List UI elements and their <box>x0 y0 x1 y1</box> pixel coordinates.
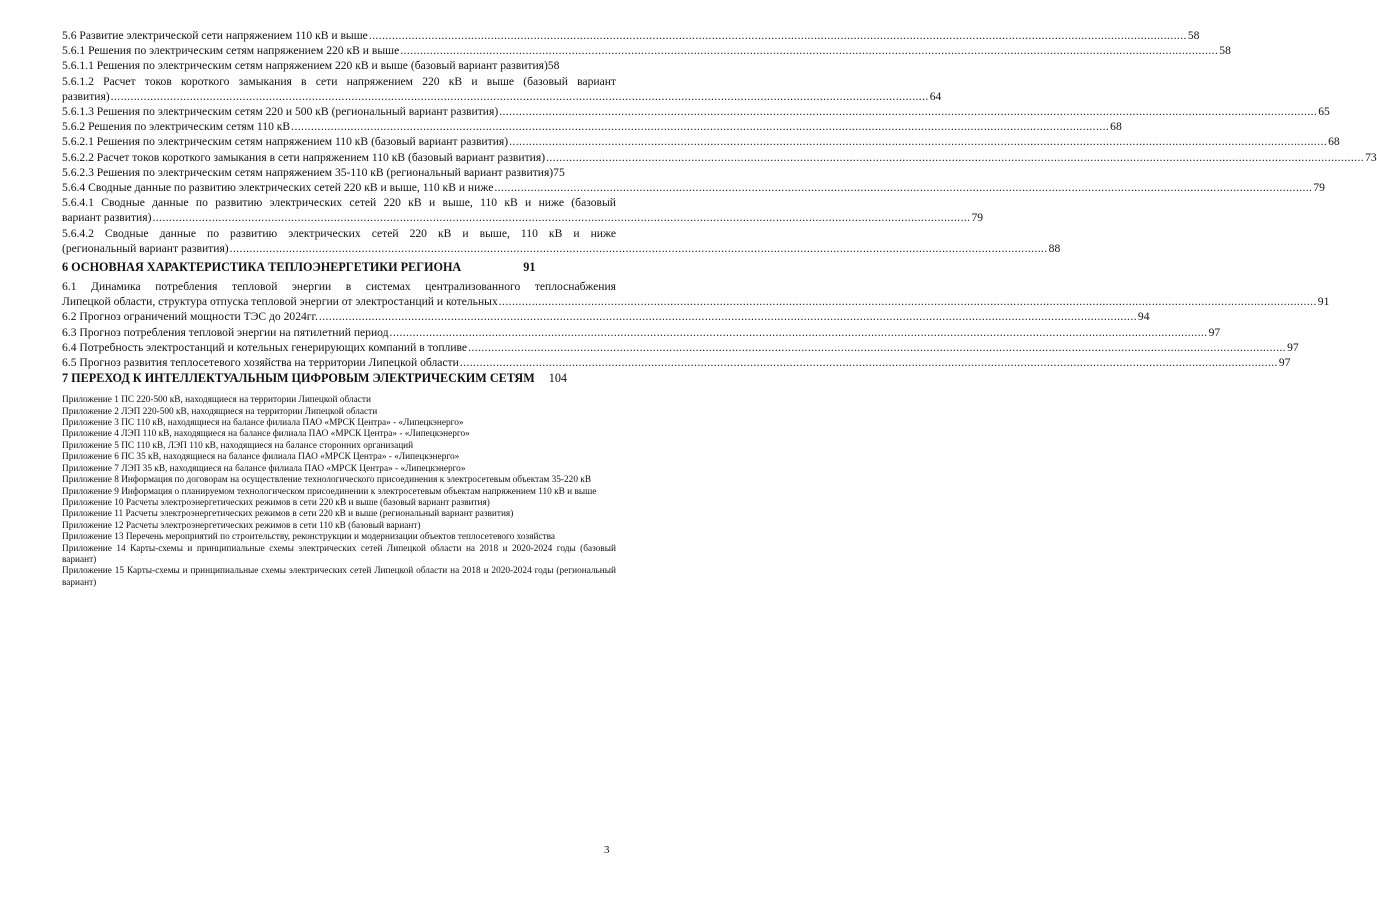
appendix-item[interactable]: Приложение 7 ЛЭП 35 кВ, находящиеся на балансе филиала ПАО «МРСК Центра» - «Липецкэнерго» <box>62 463 466 474</box>
dot-leader <box>400 43 1218 58</box>
toc-entry-page: 64 <box>929 89 942 103</box>
toc-entry-title: 5.6.4 Сводные данные по развитию электрических сетей 220 кВ и выше, 110 кВ и ниже <box>62 181 494 195</box>
toc-entry-page: 58 <box>1219 44 1231 58</box>
toc-entry-page: 88 <box>1048 241 1061 255</box>
toc-entry-title: 5.6.1.1 Решения по электрическим сетям напряжением 220 кВ и выше (базовый вариант развития) <box>62 59 548 73</box>
toc-entry-page: 97 <box>1278 356 1291 370</box>
toc-entry-title-line2: (региональный вариант развития) <box>62 241 229 255</box>
toc-entry[interactable] <box>62 355 1291 370</box>
dot-leader <box>460 355 1278 370</box>
toc-entry-page: 91 <box>1317 295 1330 309</box>
appendix-item[interactable]: Приложение 8 Информация по договорам на осуществление технологического присоединения к электросетевым объектам 35-220 кВ <box>62 475 592 486</box>
heading-title: 7 ПЕРЕХОД К ИНТЕЛЛЕКТУАЛЬНЫМ ЦИФРОВЫМ ЭЛЕКТРИЧЕСКИМ СЕТЯМ <box>62 371 535 386</box>
toc-entry-page: 68 <box>1328 135 1340 149</box>
toc-entry-title: 5.6.1 Решения по электрическим сетям напряжением 220 кВ и выше <box>62 44 400 58</box>
page-number: 3 <box>604 844 610 856</box>
heading-title: 6 ОСНОВНАЯ ХАРАКТЕРИСТИКА ТЕПЛОЭНЕРГЕТИКИ РЕГИОНА <box>62 260 462 275</box>
dot-leader <box>319 309 1137 324</box>
toc-entry-title: 6.3 Прогноз потребления тепловой энергии на пятилетний период <box>62 325 389 339</box>
appendix-item[interactable]: Приложение 3 ПС 110 кВ, находящиеся на балансе филиала ПАО «МРСК Центра» - «Липецкэнерго» <box>62 418 464 429</box>
toc-entry-title-line2: развития) <box>62 89 110 103</box>
toc-entry-page: 79 <box>1313 181 1325 195</box>
toc-entry[interactable] <box>62 279 1330 309</box>
toc-entry-page: 68 <box>1110 120 1122 134</box>
heading-page: 91 <box>523 260 536 275</box>
dot-leader <box>499 294 1317 309</box>
toc-entry[interactable] <box>62 340 1299 355</box>
dot-leader <box>369 28 1187 43</box>
toc-entry-page: 75 <box>553 165 565 179</box>
dot-leader <box>230 241 1048 256</box>
toc-entry-title: 5.6 Развитие электрической сети напряжением 110 кВ и выше <box>62 29 368 42</box>
toc-entry[interactable] <box>62 325 1221 340</box>
dot-leader <box>546 150 1364 165</box>
toc-entry[interactable] <box>62 150 1377 165</box>
toc-entry-page: 79 <box>971 211 984 225</box>
dot-leader <box>111 89 929 104</box>
toc-entry-page: 73 <box>1365 150 1377 164</box>
appendix-item[interactable]: Приложение 15 Карты-схемы и принципиальные схемы электрических сетей Липецкой области на 2018 и 2020-2024 годы (региональный вариант) <box>62 566 616 588</box>
toc-entry[interactable] <box>62 43 1231 58</box>
dot-leader <box>494 180 1312 195</box>
toc-entry-page: 58 <box>547 59 560 73</box>
toc-entry-title-line2: вариант развития) <box>62 211 152 225</box>
appendix-item[interactable]: Приложение 6 ПС 35 кВ, находящиеся на балансе филиала ПАО «МРСК Центра» - «Липецкэнерго» <box>62 452 460 463</box>
dot-leader <box>499 104 1317 119</box>
toc-entry-title: 5.6.1.3 Решения по электрическим сетям 220 и 500 кВ (региональный вариант развития) <box>62 105 499 119</box>
appendix-item[interactable]: Приложение 1 ПС 220-500 кВ, находящиеся на территории Липецкой области <box>62 395 371 406</box>
appendix-item[interactable]: Приложение 9 Информация о планируемом технологическом присоединении к электросетевым объектам напряжением 110 кВ и выше <box>62 486 597 497</box>
toc-entry[interactable] <box>62 119 1122 134</box>
heading-page: 104 <box>548 371 568 386</box>
appendix-item[interactable]: Приложение 14 Карты-схемы и принципиальные схемы электрических сетей Липецкой области на 2018 и 2020-2024 годы (базовый вариант) <box>62 543 616 565</box>
toc-entry-title: 5.6.2.3 Решения по электрическим сетям напряжением 35-110 кВ (региональный вариант развития) <box>62 165 554 179</box>
toc-entry-title-line1: 5.6.4.1 Сводные данные по развитию электрических сетей 220 кВ и выше, 110 кВ и ниже (базовый <box>62 196 616 210</box>
toc-entry[interactable] <box>62 58 616 73</box>
document-page <box>62 28 1377 589</box>
toc-entry-title: 6.4 Потребность электростанций и котельных генерирующих компаний в топливе <box>62 340 468 354</box>
toc-entry[interactable] <box>62 195 984 225</box>
appendix-item[interactable]: Приложение 4 ЛЭП 110 кВ, находящиеся на балансе филиала ПАО «МРСК Центра» - «Липецкэнерго» <box>62 429 470 440</box>
toc-heading-7[interactable] <box>62 371 616 386</box>
appendix-list <box>62 395 616 589</box>
toc-entry[interactable] <box>62 226 1061 256</box>
appendix-item[interactable]: Приложение 10 Расчеты электроэнергетических режимов в сети 220 кВ и выше (базовый вариант развития) <box>62 497 490 508</box>
toc-section-5 <box>62 28 1377 256</box>
dot-leader <box>390 325 1208 340</box>
toc-entry-title: 5.6.2.1 Решения по электрическим сетям напряжением 110 кВ (базовый вариант развития) <box>62 135 509 149</box>
toc-entry-title-line1: 6.1 Динамика потребления тепловой энергии в системах централизованного теплоснабжения <box>62 280 616 294</box>
toc-entry[interactable] <box>62 180 1325 195</box>
toc-entry-title: 6.5 Прогноз развития теплосетевого хозяйства на территории Липецкой области <box>62 356 459 370</box>
appendix-item[interactable]: Приложение 5 ПС 110 кВ, ЛЭП 110 кВ, находящиеся на балансе сторонних организаций <box>62 440 414 451</box>
toc-entry-title: 6.2 Прогноз ограничений мощности ТЭС до 2024гг. <box>62 310 318 324</box>
toc-entry[interactable] <box>62 165 616 180</box>
dot-leader <box>468 340 1286 355</box>
appendix-item[interactable]: Приложение 2 ЛЭП 220-500 кВ, находящиеся на территории Липецкой области <box>62 406 378 417</box>
toc-entry[interactable] <box>62 309 1150 324</box>
toc-entry-page: 97 <box>1208 325 1221 339</box>
toc-entry-title: 5.6.2.2 Расчет токов короткого замыкания в сети напряжением 110 кВ (базовый вариант развития) <box>62 150 546 164</box>
toc-section-6 <box>62 279 1330 370</box>
toc-entry-page: 65 <box>1318 105 1330 119</box>
toc-entry[interactable] <box>62 74 942 104</box>
dot-leader <box>509 134 1327 149</box>
dot-leader <box>291 119 1109 134</box>
toc-entry-page: 94 <box>1137 310 1150 324</box>
appendix-item[interactable]: Приложение 13 Перечень мероприятий по строительству, реконструкции и модернизации объектов теплосетевого хозяйства <box>62 532 556 543</box>
toc-heading-6[interactable] <box>62 260 616 275</box>
toc-entry[interactable] <box>62 28 1200 43</box>
appendix-item[interactable]: Приложение 11 Расчеты электроэнергетических режимов в сети 220 кВ и выше (региональный вариант развития) <box>62 509 514 520</box>
appendix-item[interactable]: Приложение 12 Расчеты электроэнергетических режимов в сети 110 кВ (базовый вариант) <box>62 520 421 531</box>
toc-entry-page: 58 <box>1187 29 1200 42</box>
toc-entry-title-line2: Липецкой области, структура отпуска тепловой энергии от электростанций и котельных <box>62 295 498 309</box>
toc-entry-title-line1: 5.6.1.2 Расчет токов короткого замыкания в сети напряжением 220 кВ и выше (базовый вариант <box>62 74 616 88</box>
toc-entry[interactable] <box>62 104 1330 119</box>
dot-leader <box>152 210 970 225</box>
toc-entry-title-line1: 5.6.4.2 Сводные данные по развитию электрических сетей 220 кВ и выше, 110 кВ и ниже <box>62 226 616 240</box>
toc-entry[interactable] <box>62 134 1340 149</box>
toc-entry-title: 5.6.2 Решения по электрическим сетям 110 кВ <box>62 120 291 134</box>
toc-entry-page: 97 <box>1287 340 1299 354</box>
